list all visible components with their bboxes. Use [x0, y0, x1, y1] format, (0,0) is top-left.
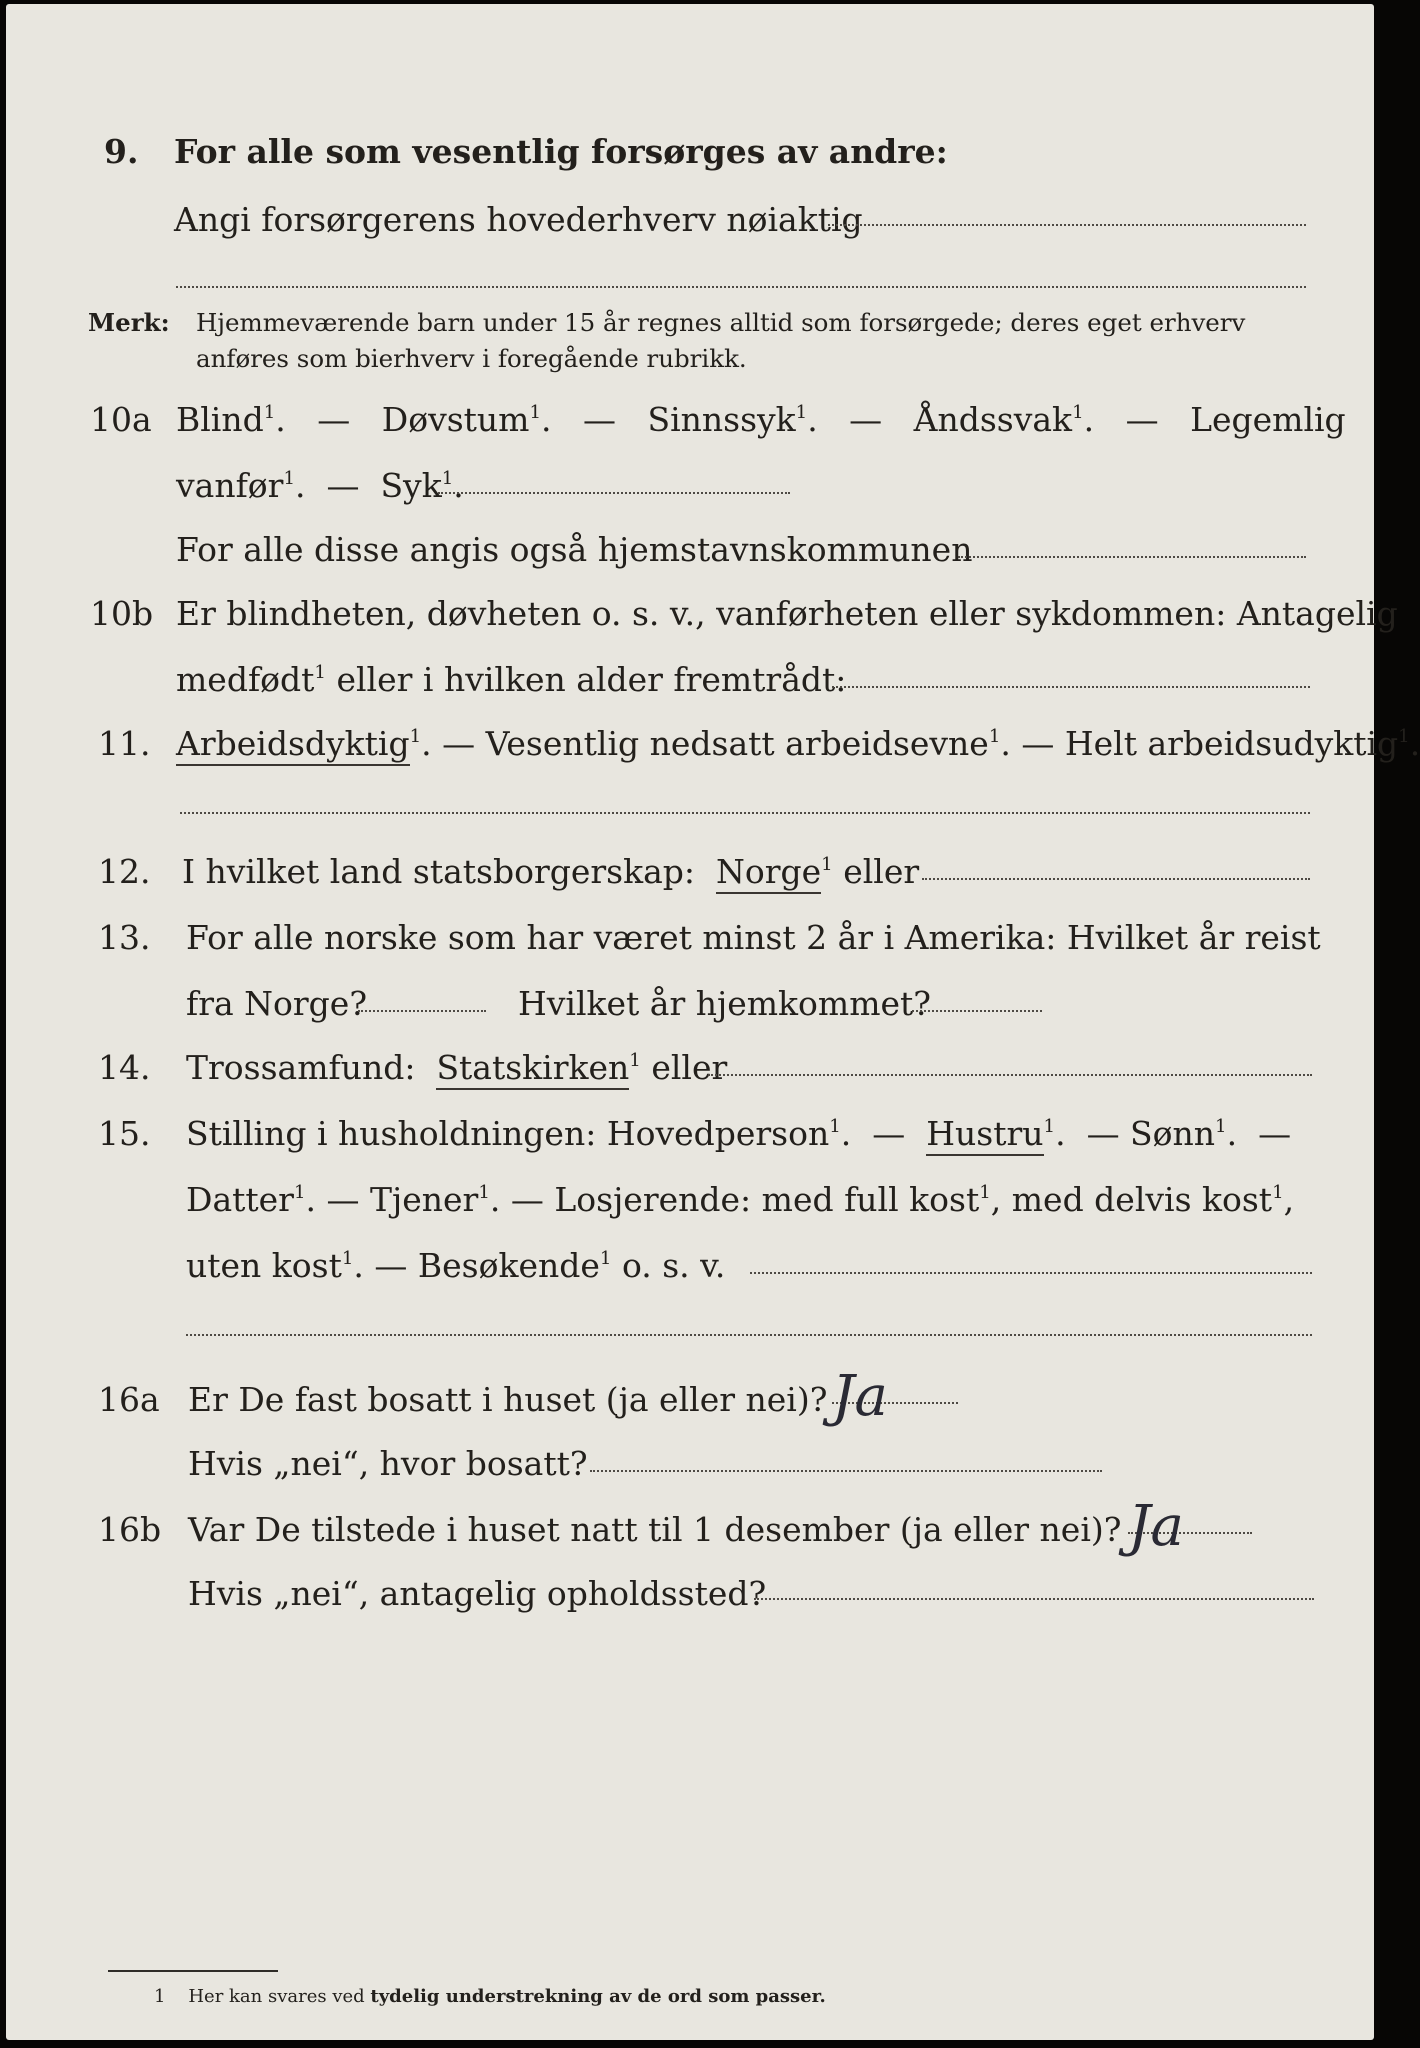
q11-answer-line: [180, 812, 1310, 814]
q9-line1: For alle som vesentlig forsørges av andre:: [174, 132, 948, 171]
q16b-opholdssted-line: [754, 1598, 1314, 1600]
q13-hjemkommet-line: [912, 1010, 1042, 1012]
q15-answer-line: [750, 1272, 1312, 1274]
q10b-line1: Er blindheten, døvheten o. s. v., vanførheten eller sykdommen: Antagelig: [176, 594, 1398, 633]
q13-line2a: fra Norge?: [186, 984, 368, 1023]
option-blind: Blind: [176, 400, 264, 439]
q10a-kommune-line: [958, 556, 1306, 558]
q10a-options-line1: Blind$^1$. — Døvstum$^1$. — Sinnssyk$^1$. — Åndssvak$^1$. — Legemlig: [176, 400, 1346, 439]
q16a-handwritten-answer: Ja: [832, 1364, 888, 1429]
q10a-options-line2: vanfør$^1$. — Syk$^1$.: [176, 466, 464, 505]
q11-number: 11.: [98, 724, 151, 763]
q11-options: Arbeidsdyktig$^1$. — Vesentlig nedsatt arbeidsevne$^1$. — Helt arbeidsudyktig$^1$.: [176, 724, 1420, 763]
q14-number: 14.: [98, 1048, 151, 1087]
option-statskirken: Statskirken: [436, 1048, 629, 1090]
q13-reist-line: [358, 1010, 486, 1012]
q15-line2: Datter$^1$. — Tjener$^1$. — Losjerende: med full kost$^1$, med delvis kost$^1$,: [186, 1180, 1295, 1219]
q9-answer-line: [828, 224, 1306, 226]
q16a-number: 16a: [98, 1380, 160, 1419]
q12-answer-line: [922, 878, 1310, 880]
q12-number: 12.: [98, 852, 151, 891]
option-syk: Syk: [380, 466, 442, 505]
q16a-line1: Er De fast bosatt i huset (ja eller nei)?: [188, 1380, 828, 1419]
option-arbeidsdyktig: Arbeidsdyktig: [176, 724, 410, 766]
q14-answer-line: [708, 1074, 1312, 1076]
q15-line1: Stilling i husholdningen: Hovedperson$^1$. — Hustru$^1$. — Sønn$^1$. —: [186, 1114, 1291, 1153]
q12-line: I hvilket land statsborgerskap: Norge$^1$ eller: [182, 852, 919, 891]
q16b-line1: Var De tilstede i huset natt til 1 desember (ja eller nei)?: [188, 1510, 1122, 1549]
q10a-syk-line: [438, 492, 790, 494]
q10a-line3: For alle disse angis også hjemstavnskommunen: [176, 530, 973, 569]
q16a-line2: Hvis „nei“, hvor bosatt?: [188, 1444, 588, 1483]
q15-line3: uten kost$^1$. — Besøkende$^1$ o. s. v.: [186, 1246, 726, 1285]
q10b-number: 10b: [90, 594, 154, 633]
q10b-answer-line: [832, 686, 1310, 688]
merk-label: Merk:: [88, 308, 170, 337]
footnote: 1 Her kan svares ved tydelig understrekning av de ord som passer.: [154, 1986, 826, 2007]
option-sinnssyk: Sinnssyk: [647, 400, 796, 439]
q16a-bosatt-line: [590, 1470, 1102, 1472]
q10b-line2: medfødt$^1$ eller i hvilken alder fremtrådt:: [176, 660, 847, 699]
option-vanfor: vanfør: [176, 466, 284, 505]
merk-line1: Hjemmeværende barn under 15 år regnes alltid som forsørgede; deres eget erhverv: [196, 308, 1246, 337]
q9-number: 9.: [104, 132, 139, 171]
option-helt-udyktig: — Helt arbeidsudyktig: [1021, 724, 1399, 763]
option-legemlig: Legemlig: [1190, 400, 1346, 439]
q16b-line2: Hvis „nei“, antagelig opholdssted?: [188, 1574, 767, 1613]
q13-line1: For alle norske som har været minst 2 år i Amerika: Hvilket år reist: [186, 918, 1321, 957]
q13-number: 13.: [98, 918, 151, 957]
footnote-rule: [108, 1970, 278, 1972]
option-andssvak: Åndssvak: [913, 400, 1073, 439]
q10a-number: 10a: [90, 400, 152, 439]
footnote-mark: 1: [154, 1986, 166, 2007]
census-form-page: [6, 4, 1420, 2040]
q9-line2: Angi forsørgerens hovederhverv nøiaktig: [174, 200, 863, 239]
option-dovstum: Døvstum: [381, 400, 530, 439]
q15-number: 15.: [98, 1114, 151, 1153]
option-medfodt: medfødt: [176, 660, 315, 699]
option-vesentlig-nedsatt: — Vesentlig nedsatt arbeidsevne: [442, 724, 989, 763]
option-hustru: Hustru: [926, 1114, 1043, 1156]
option-norge: Norge: [716, 852, 821, 894]
q13-line2b: Hvilket år hjemkommet?: [518, 984, 931, 1023]
merk-line2: anføres som bierhverv i foregående rubrikk.: [196, 344, 747, 373]
q16b-number: 16b: [98, 1510, 162, 1549]
q9-answer-line-2: [176, 286, 1306, 288]
q16b-handwritten-answer: Ja: [1128, 1494, 1184, 1559]
q15-answer-line-2: [186, 1334, 1312, 1336]
q14-line: Trossamfund: Statskirken$^1$ eller: [186, 1048, 727, 1087]
